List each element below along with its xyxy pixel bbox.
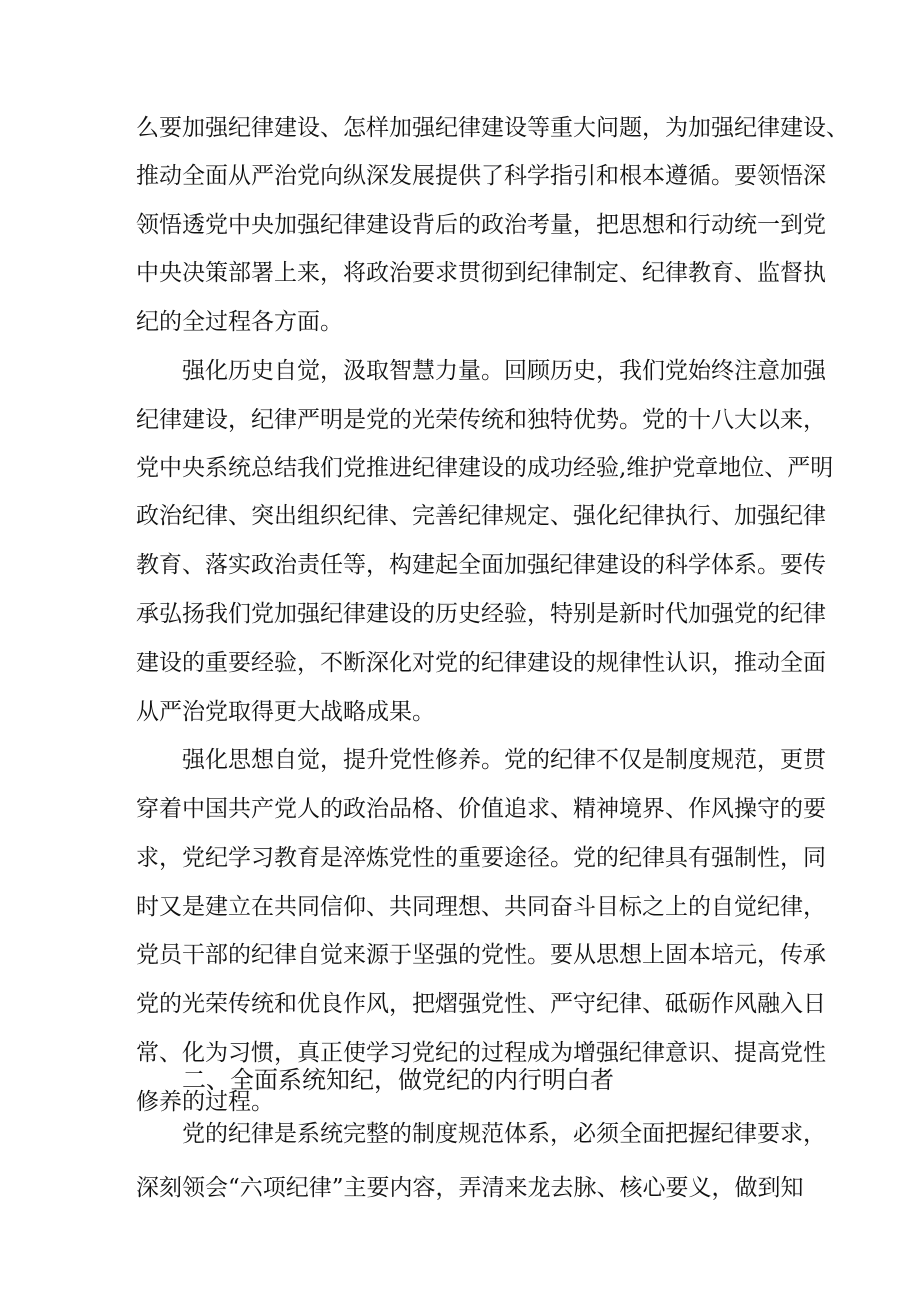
paragraph-line: 常、化为习惯，真正使学习党纪的过程成为增强纪律意识、提高党性 bbox=[136, 1040, 826, 1066]
paragraph-line: 纪律建设，纪律严明是党的光荣传统和独特优势。党的十八大以来， bbox=[136, 407, 826, 433]
paragraph-line: 党员干部的纪律自觉来源于坚强的党性。要从思想上固本培元，传承 bbox=[136, 942, 826, 968]
paragraph-line: 求，党纪学习教育是淬炼党性的重要途径。党的纪律具有强制性，同 bbox=[136, 845, 826, 871]
paragraph-line: 政治纪律、突出组织纪律、完善纪律规定、强化纪律执行、加强纪律 bbox=[136, 503, 826, 529]
paragraph-line: 从严治党取得更大战略成果。 bbox=[136, 699, 435, 725]
paragraph-line: 纪的全过程各方面。 bbox=[136, 309, 343, 335]
section-heading: 二、全面系统知纪，做党纪的内行明白者 bbox=[182, 1066, 614, 1094]
paragraph-line: 强化思想自觉，提升党性修养。党的纪律不仅是制度规范，更贯 bbox=[182, 747, 826, 773]
paragraph-line: 承弘扬我们党加强纪律建设的历史经验，特别是新时代加强党的纪律 bbox=[136, 601, 826, 627]
paragraph-line: 教育、落实政治责任等，构建起全面加强纪律建设的科学体系。要传 bbox=[136, 552, 826, 578]
paragraph-line: 么要加强纪律建设、怎样加强纪律建设等重大问题，为加强纪律建设、 bbox=[136, 115, 849, 141]
paragraph-line: 建设的重要经验，不断深化对党的纪律建设的规律性认识，推动全面 bbox=[136, 650, 826, 676]
paragraph-line: 修养的过程。 bbox=[136, 1089, 274, 1115]
paragraph-line: 推动全面从严治党向纵深发展提供了科学指引和根本遵循。要领悟深 bbox=[136, 163, 826, 189]
paragraph-line: 深刻领会“六项纪律”主要内容，弄清来龙去脉、核心要义，做到知 bbox=[136, 1175, 804, 1201]
paragraph-line: 强化历史自觉，汲取智慧力量。回顾历史，我们党始终注意加强 bbox=[182, 358, 826, 384]
paragraph-line: 领悟透党中央加强纪律建设背后的政治考量，把思想和行动统一到党 bbox=[136, 212, 826, 238]
paragraph-line: 时又是建立在共同信仰、共同理想、共同奋斗目标之上的自觉纪律， bbox=[136, 894, 826, 920]
paragraph-line: 党的光荣传统和优良作风，把熠强党性、严守纪律、砥砺作风融入日 bbox=[136, 991, 826, 1017]
paragraph-line: 党的纪律是系统完整的制度规范体系，必须全面把握纪律要求， bbox=[182, 1121, 826, 1147]
paragraph-line: 中央决策部署上来，将政治要求贯彻到纪律制定、纪律教育、监督执 bbox=[136, 260, 826, 286]
paragraph-line: 穿着中国共产党人的政治品格、价值追求、精神境界、作风操守的要 bbox=[136, 796, 826, 822]
paragraph-line: 党中央系统总结我们党推进纪律建设的成功经验,维护党章地位、严明 bbox=[136, 455, 834, 481]
